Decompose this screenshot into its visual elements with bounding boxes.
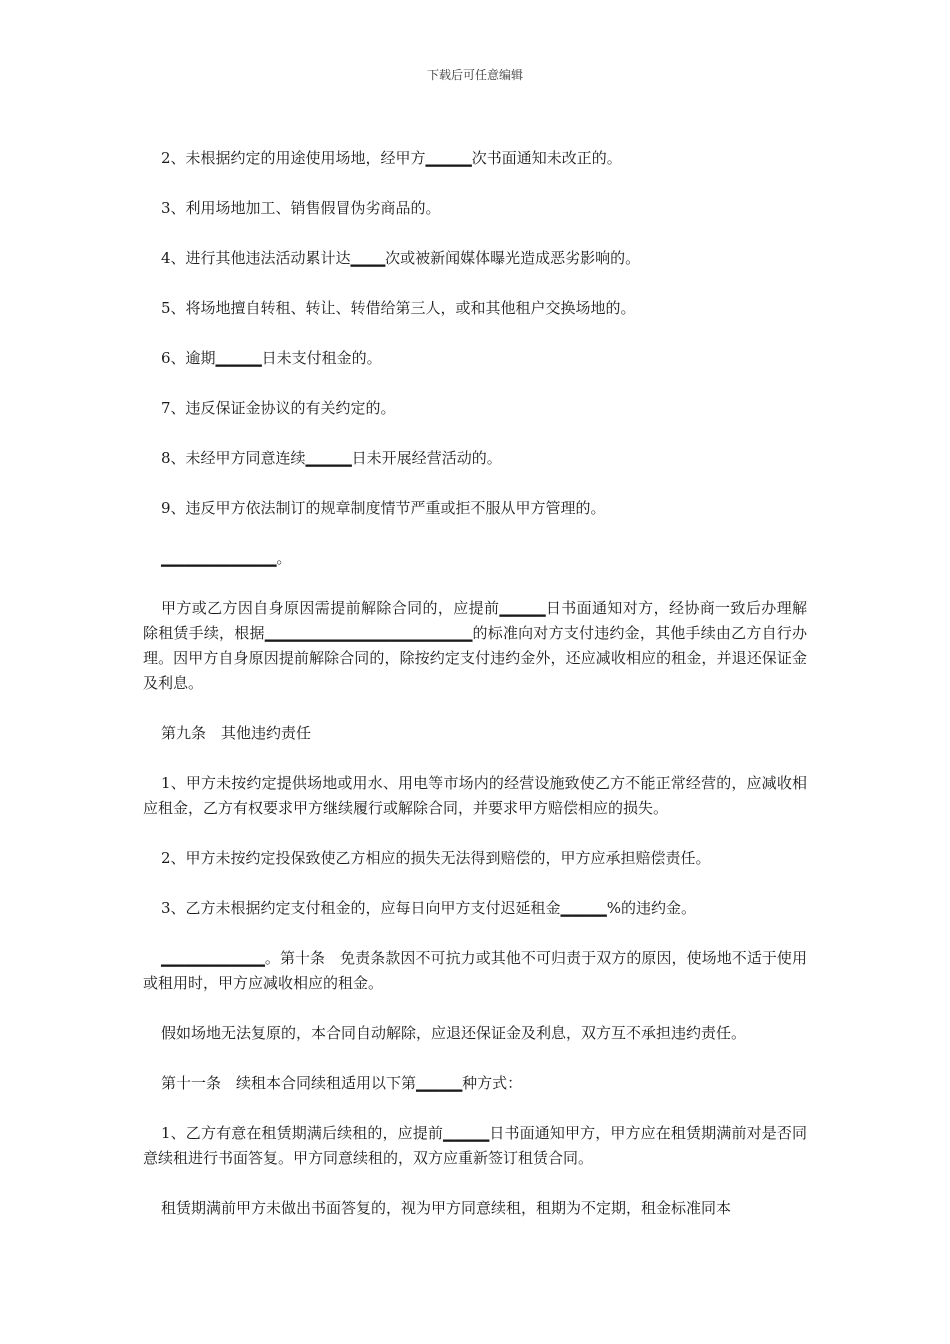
page-header: 下载后可任意编辑 xyxy=(426,68,523,82)
paragraph: 2、未根据约定的用途使用场地，经甲方▁▁▁▁次书面通知未改正的。 xyxy=(161,149,622,167)
paragraph: 5、将场地擅自转租、转让、转借给第三人，或和其他租户交换场地的。 xyxy=(161,299,636,317)
paragraph: 假如场地无法复原的，本合同自动解除，应退还保证金及利息，双方互不承担违约责任。 xyxy=(161,1024,747,1042)
document-body xyxy=(143,146,807,1246)
paragraph: 3、乙方未根据约定支付租金的，应每日向甲方支付迟延租金▁▁▁▁%的违约金。 xyxy=(161,899,696,917)
paragraph: 甲方或乙方因自身原因需提前解除合同的，应提前▁▁▁▁日书面通知对方，经协商一致后办理解除租赁手续，根据▁▁▁▁▁▁▁▁▁▁▁▁▁▁▁▁▁▁的标准向对方支付违约金，其他手续由乙方自行办理。因甲方自身原因提前解除合同的，除按约定支付违约金外，还应减收相应的租金，并退还保证金及利息。 xyxy=(143,599,807,692)
paragraph: ▁▁▁▁▁▁▁▁▁▁。 xyxy=(161,549,292,567)
paragraph: ▁▁▁▁▁▁▁▁▁。第十条 免责条款因不可抗力或其他不可归责于双方的原因，使场地不适于使用或租用时，甲方应减收相应的租金。 xyxy=(143,949,807,992)
paragraph: 1、甲方未按约定提供场地或用水、用电等市场内的经营设施致使乙方不能正常经营的，应减收相应租金，乙方有权要求甲方继续履行或解除合同，并要求甲方赔偿相应的损失。 xyxy=(143,774,807,817)
article-heading: 第十一条 续租本合同续租适用以下第▁▁▁▁种方式： xyxy=(161,1074,523,1092)
paragraph: 3、利用场地加工、销售假冒伪劣商品的。 xyxy=(161,199,441,217)
paragraph: 租赁期满前甲方未做出书面答复的，视为甲方同意续租，租期为不定期，租金标准同本 xyxy=(161,1199,732,1217)
paragraph: 4、进行其他违法活动累计达▁▁▁次或被新闻媒体曝光造成恶劣影响的。 xyxy=(161,249,641,267)
paragraph: 6、逾期▁▁▁▁日未支付租金的。 xyxy=(161,349,382,367)
paragraph: 1、乙方有意在租赁期满后续租的，应提前▁▁▁▁日书面通知甲方，甲方应在租赁期满前对是否同意续租进行书面答复。甲方同意续租的，双方应重新签订租赁合同。 xyxy=(143,1124,807,1167)
paragraph: 7、违反保证金协议的有关约定的。 xyxy=(161,399,396,417)
paragraph: 2、甲方未按约定投保致使乙方相应的损失无法得到赔偿的，甲方应承担赔偿责任。 xyxy=(161,849,711,867)
paragraph: 9、违反甲方依法制订的规章制度情节严重或拒不服从甲方管理的。 xyxy=(161,499,606,517)
paragraph: 8、未经甲方同意连续▁▁▁▁日未开展经营活动的。 xyxy=(161,449,502,467)
article-heading: 第九条 其他违约责任 xyxy=(161,724,312,742)
